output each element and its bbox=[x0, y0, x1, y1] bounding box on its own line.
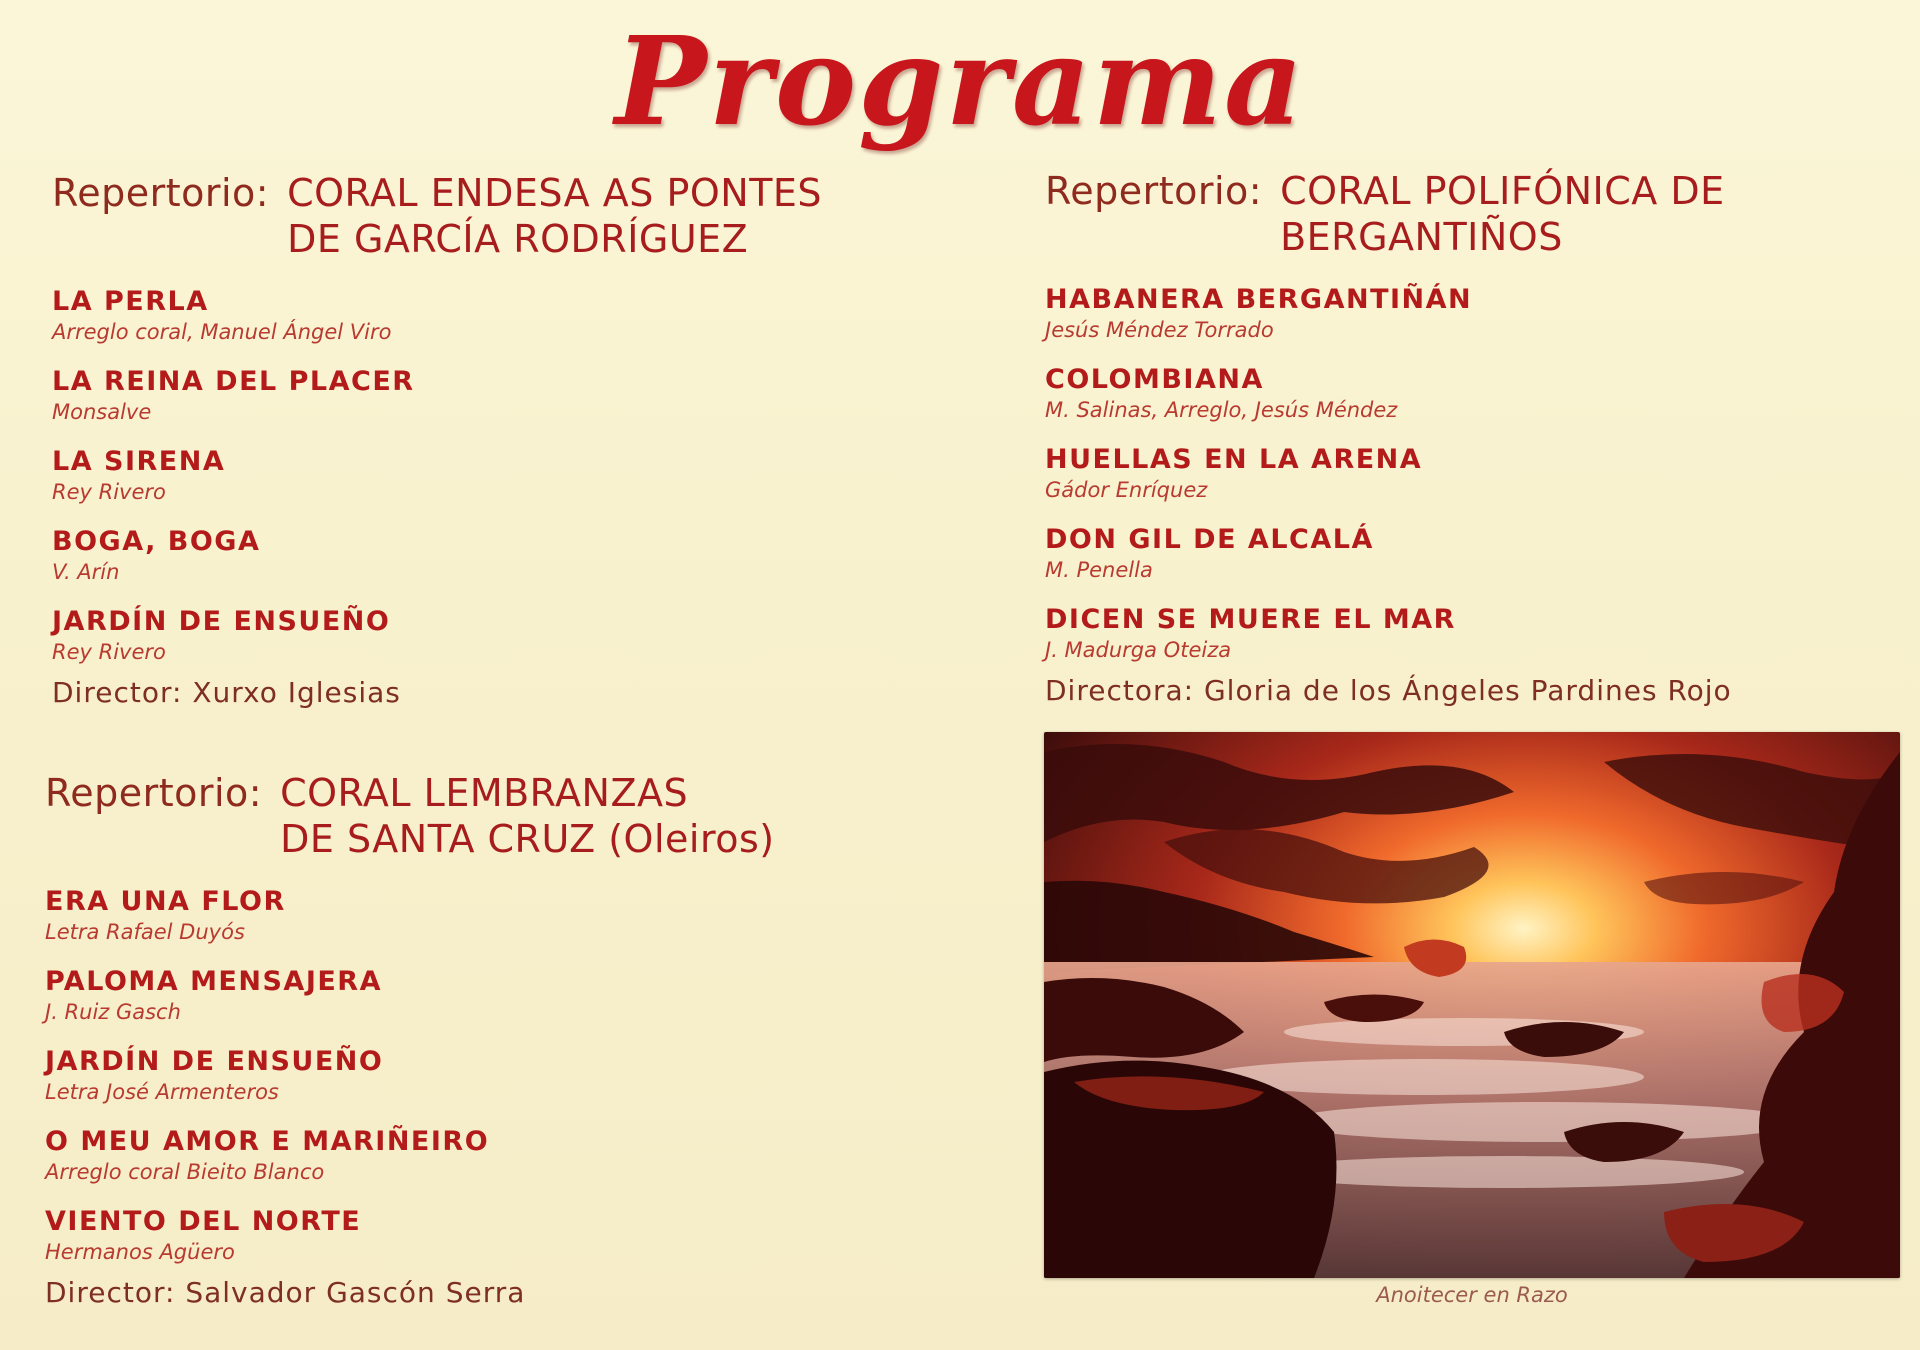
song-item bbox=[1045, 444, 1732, 504]
song-credit: J. Madurga Oteiza bbox=[1045, 638, 1232, 662]
song-title: DON GIL DE ALCALÁ bbox=[1045, 524, 1374, 555]
song-list bbox=[52, 286, 822, 666]
song-title: ERA UNA FLOR bbox=[45, 886, 286, 917]
song-credit: V. Arín bbox=[52, 560, 120, 584]
song-item bbox=[45, 886, 775, 946]
song-credit: Letra José Armenteros bbox=[45, 1080, 279, 1104]
song-title: LA PERLA bbox=[52, 286, 209, 317]
song-title: HABANERA BERGANTIÑÁN bbox=[1045, 284, 1473, 315]
song-credit: Letra Rafael Duyós bbox=[45, 920, 245, 944]
song-title: COLOMBIANA bbox=[1045, 364, 1264, 395]
song-item bbox=[52, 366, 822, 426]
repertoire-label: Repertorio: bbox=[1045, 169, 1263, 213]
choir-name-line: CORAL LEMBRANZAS bbox=[280, 771, 689, 815]
song-item bbox=[52, 286, 822, 346]
song-item bbox=[52, 446, 822, 506]
song-title: DICEN SE MUERE EL MAR bbox=[1045, 604, 1456, 635]
song-credit: Rey Rivero bbox=[52, 480, 166, 504]
section-header bbox=[52, 170, 822, 262]
song-credit: J. Ruiz Gasch bbox=[45, 1000, 181, 1024]
song-title: LA SIRENA bbox=[52, 446, 226, 477]
section-header bbox=[1045, 168, 1732, 260]
song-item bbox=[52, 526, 822, 586]
song-title: VIENTO DEL NORTE bbox=[45, 1206, 362, 1237]
song-item bbox=[52, 606, 822, 666]
song-credit: Gádor Enríquez bbox=[1045, 478, 1208, 502]
director: Director: Xurxo Iglesias bbox=[52, 676, 401, 709]
choir-name-line: DE SANTA CRUZ (Oleiros) bbox=[280, 817, 775, 861]
director: Directora: Gloria de los Ángeles Pardines Rojo bbox=[1045, 674, 1732, 707]
sunset-coast-image bbox=[1044, 732, 1900, 1278]
song-item bbox=[1045, 364, 1732, 424]
song-title: O MEU AMOR E MARIÑEIRO bbox=[45, 1126, 490, 1157]
song-item bbox=[45, 1126, 775, 1186]
song-item bbox=[45, 966, 775, 1026]
song-credit: Monsalve bbox=[52, 400, 152, 424]
choir-name-line: DE GARCÍA RODRÍGUEZ bbox=[287, 217, 749, 261]
song-title: JARDÍN DE ENSUEÑO bbox=[45, 1046, 384, 1077]
choir-name-line: BERGANTIÑOS bbox=[1280, 215, 1563, 259]
song-title: PALOMA MENSAJERA bbox=[45, 966, 382, 997]
song-item bbox=[45, 1206, 775, 1266]
song-credit: Jesús Méndez Torrado bbox=[1045, 318, 1274, 342]
program-title: Programa bbox=[614, 9, 1306, 153]
song-credit: Arreglo coral, Manuel Ángel Viro bbox=[52, 320, 392, 344]
song-list bbox=[45, 886, 775, 1266]
choir-name bbox=[1280, 168, 1725, 260]
song-credit: M. Salinas, Arreglo, Jesús Méndez bbox=[1045, 398, 1398, 422]
song-credit: Hermanos Agüero bbox=[45, 1240, 235, 1264]
song-title: BOGA, BOGA bbox=[52, 526, 261, 557]
director: Director: Salvador Gascón Serra bbox=[45, 1276, 526, 1309]
song-item bbox=[1045, 604, 1732, 664]
choir-name bbox=[280, 770, 775, 862]
song-credit: Rey Rivero bbox=[52, 640, 166, 664]
photo-caption: Anoitecer en Razo bbox=[1376, 1283, 1568, 1307]
song-list bbox=[1045, 284, 1732, 664]
sunset-coast-photo bbox=[1044, 732, 1900, 1278]
song-credit: Arreglo coral Bieito Blanco bbox=[45, 1160, 325, 1184]
section-coral-endesa bbox=[52, 170, 822, 710]
choir-name bbox=[287, 170, 822, 262]
repertoire-label: Repertorio: bbox=[52, 171, 270, 215]
song-title: LA REINA DEL PLACER bbox=[52, 366, 415, 397]
section-coral-bergantinos bbox=[1045, 168, 1732, 708]
song-item bbox=[45, 1046, 775, 1106]
song-credit: M. Penella bbox=[1045, 558, 1153, 582]
choir-name-line: CORAL POLIFÓNICA DE bbox=[1280, 169, 1725, 213]
song-title: HUELLAS EN LA ARENA bbox=[1045, 444, 1423, 475]
section-header bbox=[45, 770, 775, 862]
repertoire-label: Repertorio: bbox=[45, 771, 263, 815]
section-coral-lembranzas bbox=[45, 770, 775, 1310]
choir-name-line: CORAL ENDESA AS PONTES bbox=[287, 171, 823, 215]
song-title: JARDÍN DE ENSUEÑO bbox=[52, 606, 391, 637]
song-item bbox=[1045, 284, 1732, 344]
song-item bbox=[1045, 524, 1732, 584]
